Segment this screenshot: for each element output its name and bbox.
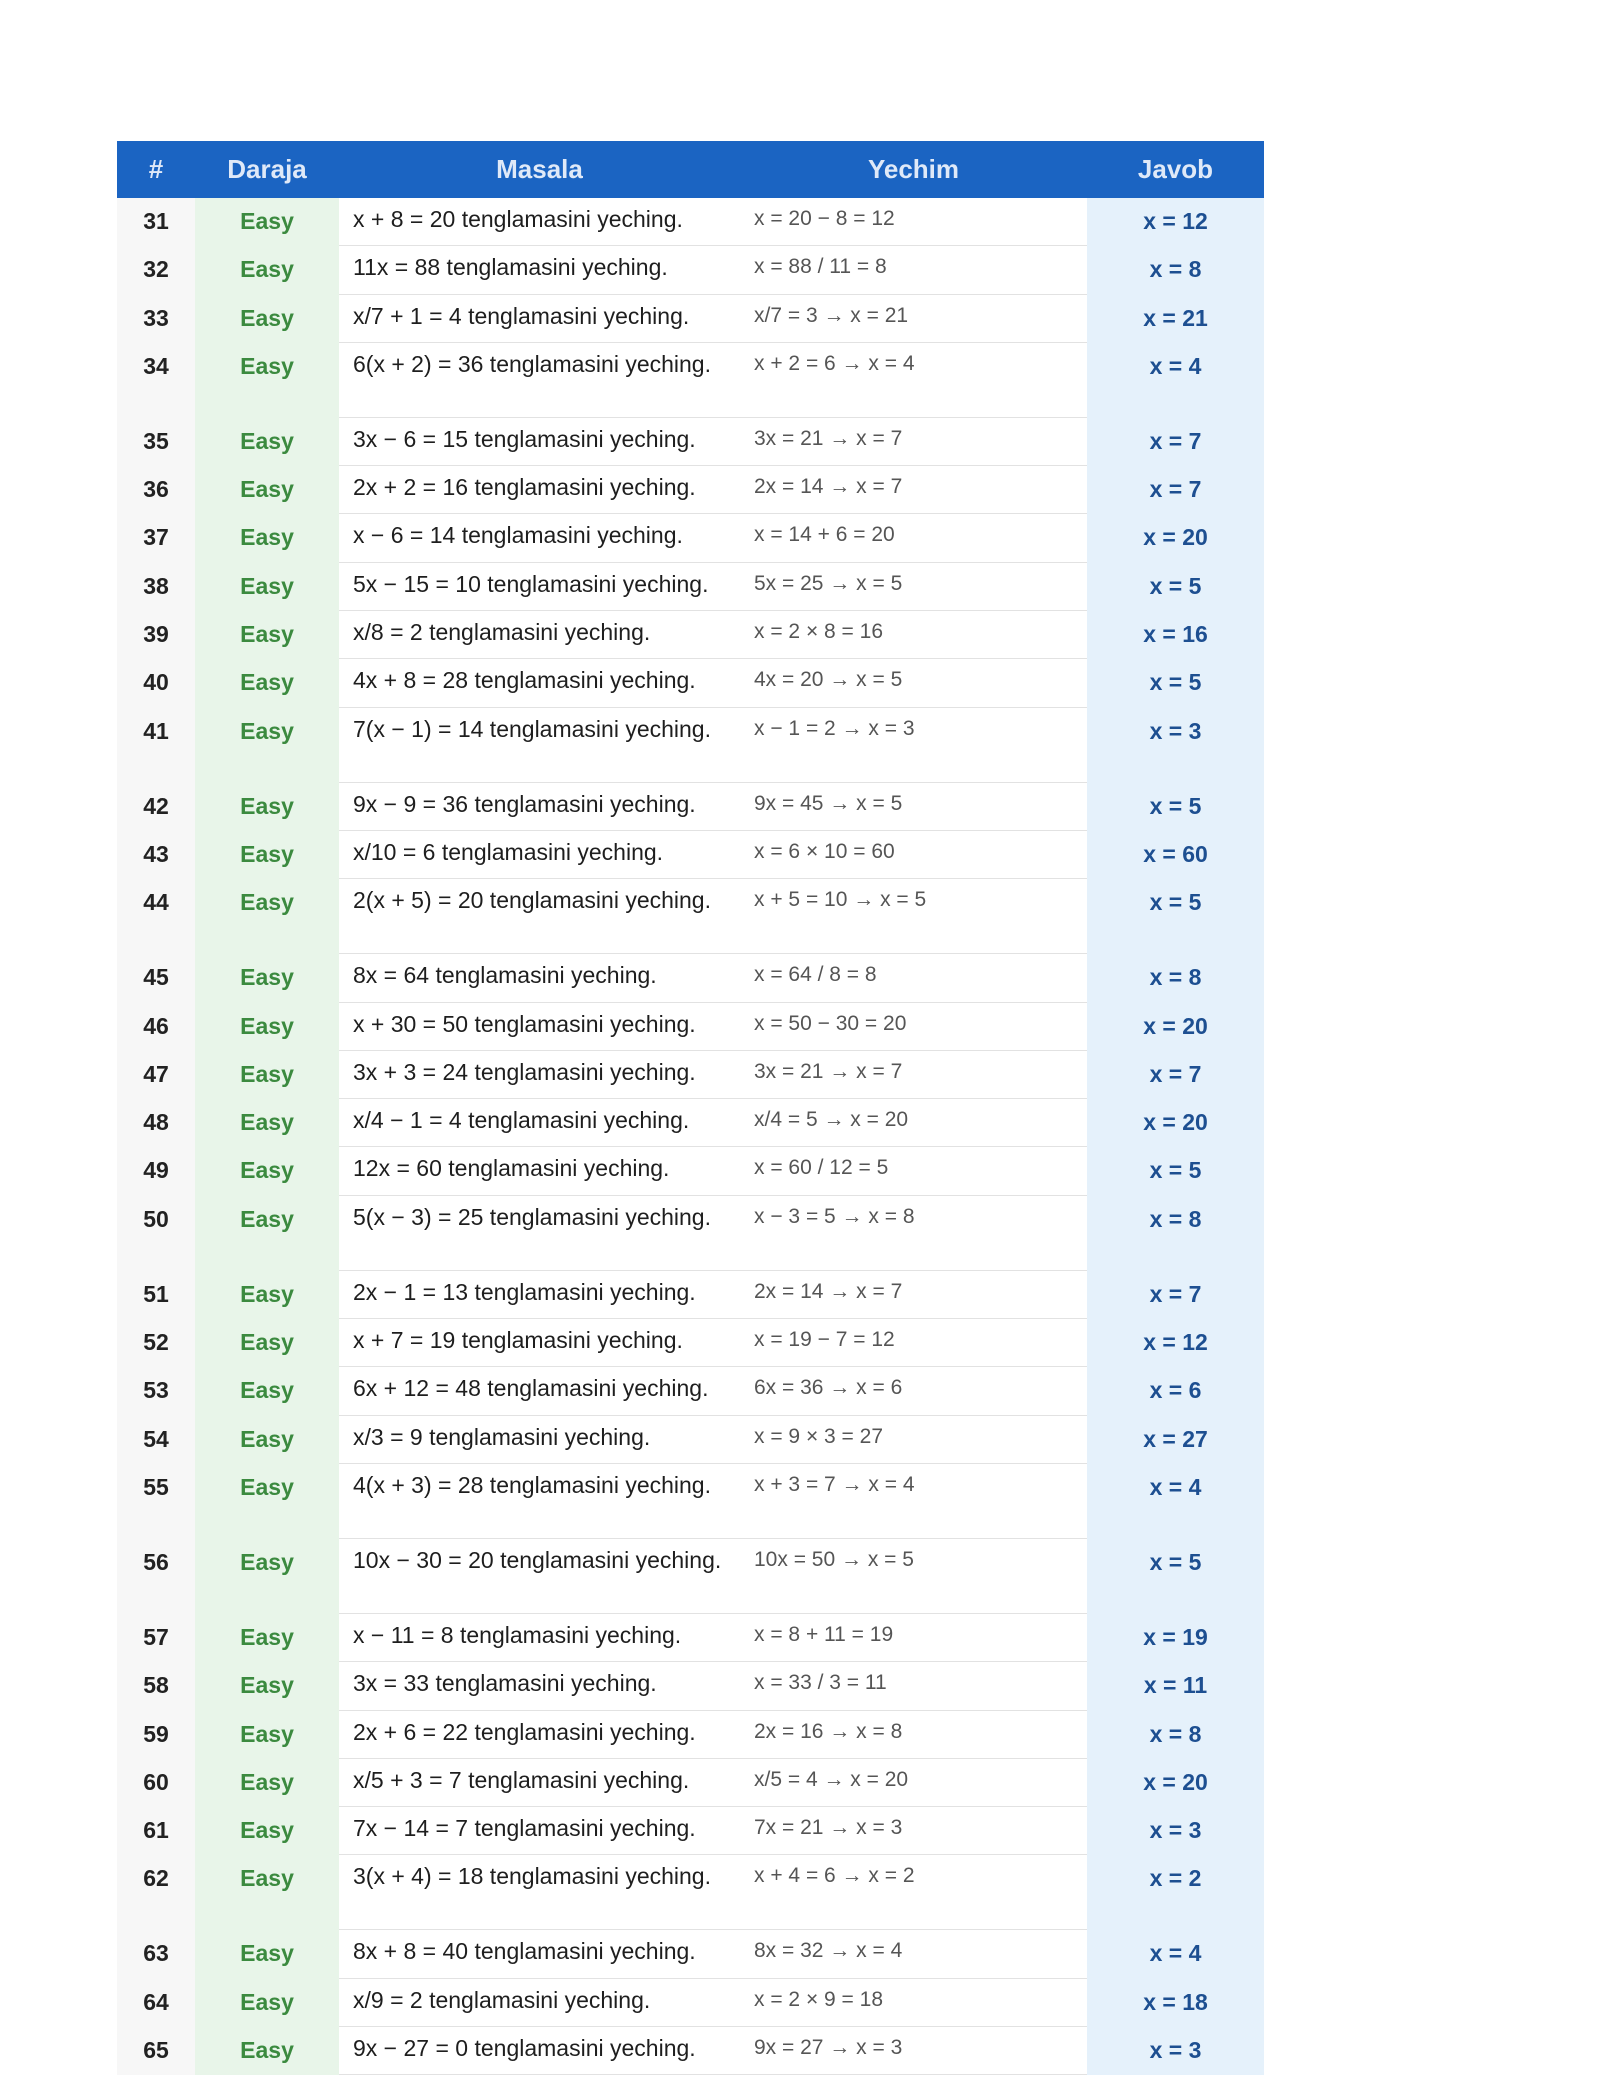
row-number: 54	[117, 1416, 195, 1464]
row-task: 4x + 8 = 28 tenglamasini yeching.	[339, 659, 740, 707]
row-answer: x = 8	[1087, 1196, 1264, 1271]
row-level: Easy	[195, 1930, 339, 1978]
table-body	[117, 198, 1264, 2075]
row-answer: x = 8	[1087, 1711, 1264, 1759]
row-solution: x = 88 / 11 = 8	[740, 246, 1087, 294]
table-row	[117, 1196, 1264, 1271]
row-solution: x = 60 / 12 = 5	[740, 1147, 1087, 1195]
row-level: Easy	[195, 1099, 339, 1147]
row-answer: x = 5	[1087, 783, 1264, 831]
row-level: Easy	[195, 1416, 339, 1464]
row-solution: 2x = 16 → x = 8	[740, 1711, 1087, 1759]
table-row	[117, 198, 1264, 246]
table-row	[117, 246, 1264, 294]
row-solution: x = 19 − 7 = 12	[740, 1319, 1087, 1367]
row-answer: x = 3	[1087, 2027, 1264, 2075]
row-level: Easy	[195, 1464, 339, 1539]
row-number: 56	[117, 1539, 195, 1614]
row-task: 7x − 14 = 7 tenglamasini yeching.	[339, 1807, 740, 1855]
row-answer: x = 5	[1087, 879, 1264, 954]
row-task: 2(x + 5) = 20 tenglamasini yeching.	[339, 879, 740, 954]
table-row	[117, 1003, 1264, 1051]
row-answer: x = 19	[1087, 1614, 1264, 1662]
table-row	[117, 1271, 1264, 1319]
row-number: 58	[117, 1662, 195, 1710]
row-task: 3x = 33 tenglamasini yeching.	[339, 1662, 740, 1710]
row-number: 45	[117, 954, 195, 1002]
row-answer: x = 12	[1087, 198, 1264, 246]
row-solution: 2x = 14 → x = 7	[740, 1271, 1087, 1319]
row-solution: x + 5 = 10 → x = 5	[740, 879, 1087, 954]
row-solution: x/5 = 4 → x = 20	[740, 1759, 1087, 1807]
row-task: x/3 = 9 tenglamasini yeching.	[339, 1416, 740, 1464]
table-row	[117, 1807, 1264, 1855]
row-level: Easy	[195, 1662, 339, 1710]
row-level: Easy	[195, 831, 339, 879]
table-row	[117, 1614, 1264, 1662]
table-row	[117, 708, 1264, 783]
row-level: Easy	[195, 879, 339, 954]
row-task: x/8 = 2 tenglamasini yeching.	[339, 611, 740, 659]
row-level: Easy	[195, 1196, 339, 1271]
row-task: 3x − 6 = 15 tenglamasini yeching.	[339, 418, 740, 466]
row-solution: x = 20 − 8 = 12	[740, 198, 1087, 246]
row-answer: x = 4	[1087, 1930, 1264, 1978]
table-row	[117, 1319, 1264, 1367]
row-level: Easy	[195, 1003, 339, 1051]
table-row	[117, 879, 1264, 954]
row-solution: 9x = 45 → x = 5	[740, 783, 1087, 831]
row-answer: x = 20	[1087, 514, 1264, 562]
header-task: Masala	[496, 154, 583, 184]
row-task: x/4 − 1 = 4 tenglamasini yeching.	[339, 1099, 740, 1147]
row-task: x/9 = 2 tenglamasini yeching.	[339, 1979, 740, 2027]
row-answer: x = 16	[1087, 611, 1264, 659]
row-number: 64	[117, 1979, 195, 2027]
table-row	[117, 563, 1264, 611]
header-solution: Yechim	[867, 154, 960, 184]
row-level: Easy	[195, 708, 339, 783]
row-number: 61	[117, 1807, 195, 1855]
table-row	[117, 1099, 1264, 1147]
row-task: 8x + 8 = 40 tenglamasini yeching.	[339, 1930, 740, 1978]
table-row	[117, 295, 1264, 343]
row-level: Easy	[195, 1367, 339, 1415]
row-task: x + 30 = 50 tenglamasini yeching.	[339, 1003, 740, 1051]
row-solution: 9x = 27 → x = 3	[740, 2027, 1087, 2075]
row-task: 8x = 64 tenglamasini yeching.	[339, 954, 740, 1002]
row-number: 44	[117, 879, 195, 954]
row-answer: x = 20	[1087, 1099, 1264, 1147]
row-level: Easy	[195, 343, 339, 418]
row-solution: x + 4 = 6 → x = 2	[740, 1855, 1087, 1930]
row-number: 50	[117, 1196, 195, 1271]
row-answer: x = 20	[1087, 1759, 1264, 1807]
row-level: Easy	[195, 1855, 339, 1930]
table-row	[117, 954, 1264, 1002]
row-solution: x = 6 × 10 = 60	[740, 831, 1087, 879]
row-answer: x = 12	[1087, 1319, 1264, 1367]
row-level: Easy	[195, 1319, 339, 1367]
row-solution: x/4 = 5 → x = 20	[740, 1099, 1087, 1147]
row-number: 37	[117, 514, 195, 562]
row-number: 63	[117, 1930, 195, 1978]
table-row	[117, 831, 1264, 879]
row-answer: x = 6	[1087, 1367, 1264, 1415]
table-row	[117, 1051, 1264, 1099]
row-answer: x = 27	[1087, 1416, 1264, 1464]
row-solution: x − 1 = 2 → x = 3	[740, 708, 1087, 783]
row-task: 10x − 30 = 20 tenglamasini yeching.	[339, 1539, 740, 1614]
row-number: 65	[117, 2027, 195, 2075]
row-answer: x = 60	[1087, 831, 1264, 879]
row-task: 4(x + 3) = 28 tenglamasini yeching.	[339, 1464, 740, 1539]
row-number: 60	[117, 1759, 195, 1807]
row-task: 3x + 3 = 24 tenglamasini yeching.	[339, 1051, 740, 1099]
table-row	[117, 1147, 1264, 1195]
row-task: 12x = 60 tenglamasini yeching.	[339, 1147, 740, 1195]
row-task: 7(x − 1) = 14 tenglamasini yeching.	[339, 708, 740, 783]
row-answer: x = 7	[1087, 1271, 1264, 1319]
row-number: 51	[117, 1271, 195, 1319]
table-row	[117, 611, 1264, 659]
row-solution: x = 14 + 6 = 20	[740, 514, 1087, 562]
row-task: x/10 = 6 tenglamasini yeching.	[339, 831, 740, 879]
row-task: 2x + 2 = 16 tenglamasini yeching.	[339, 466, 740, 514]
row-number: 39	[117, 611, 195, 659]
row-answer: x = 5	[1087, 1539, 1264, 1614]
table-row	[117, 1367, 1264, 1415]
row-task: x/5 + 3 = 7 tenglamasini yeching.	[339, 1759, 740, 1807]
row-answer: x = 4	[1087, 343, 1264, 418]
row-number: 42	[117, 783, 195, 831]
row-answer: x = 2	[1087, 1855, 1264, 1930]
row-solution: 8x = 32 → x = 4	[740, 1930, 1087, 1978]
row-number: 52	[117, 1319, 195, 1367]
table-row	[117, 466, 1264, 514]
table-row	[117, 1711, 1264, 1759]
row-solution: x = 64 / 8 = 8	[740, 954, 1087, 1002]
row-level: Easy	[195, 418, 339, 466]
row-task: 5x − 15 = 10 tenglamasini yeching.	[339, 563, 740, 611]
row-answer: x = 3	[1087, 708, 1264, 783]
row-level: Easy	[195, 1271, 339, 1319]
row-solution: 2x = 14 → x = 7	[740, 466, 1087, 514]
row-level: Easy	[195, 198, 339, 246]
row-task: 11x = 88 tenglamasini yeching.	[339, 246, 740, 294]
row-solution: x = 2 × 9 = 18	[740, 1979, 1087, 2027]
table-row	[117, 1979, 1264, 2027]
row-number: 53	[117, 1367, 195, 1415]
row-task: 9x − 9 = 36 tenglamasini yeching.	[339, 783, 740, 831]
row-answer: x = 8	[1087, 246, 1264, 294]
row-solution: x + 2 = 6 → x = 4	[740, 343, 1087, 418]
row-solution: x = 9 × 3 = 27	[740, 1416, 1087, 1464]
row-answer: x = 7	[1087, 1051, 1264, 1099]
row-level: Easy	[195, 1979, 339, 2027]
row-level: Easy	[195, 1807, 339, 1855]
row-level: Easy	[195, 246, 339, 294]
row-task: 9x − 27 = 0 tenglamasini yeching.	[339, 2027, 740, 2075]
row-level: Easy	[195, 295, 339, 343]
table-row	[117, 1759, 1264, 1807]
row-answer: x = 5	[1087, 563, 1264, 611]
table-row	[117, 1416, 1264, 1464]
row-task: x + 8 = 20 tenglamasini yeching.	[339, 198, 740, 246]
row-answer: x = 7	[1087, 418, 1264, 466]
table-row	[117, 783, 1264, 831]
row-task: x − 11 = 8 tenglamasini yeching.	[339, 1614, 740, 1662]
row-task: 2x + 6 = 22 tenglamasini yeching.	[339, 1711, 740, 1759]
row-level: Easy	[195, 1051, 339, 1099]
row-level: Easy	[195, 1759, 339, 1807]
table-row	[117, 1930, 1264, 1978]
table-row	[117, 1539, 1264, 1614]
row-task: x + 7 = 19 tenglamasini yeching.	[339, 1319, 740, 1367]
row-task: 6(x + 2) = 36 tenglamasini yeching.	[339, 343, 740, 418]
row-solution: 3x = 21 → x = 7	[740, 1051, 1087, 1099]
row-solution: 4x = 20 → x = 5	[740, 659, 1087, 707]
row-answer: x = 8	[1087, 954, 1264, 1002]
row-number: 49	[117, 1147, 195, 1195]
row-solution: 6x = 36 → x = 6	[740, 1367, 1087, 1415]
row-answer: x = 5	[1087, 659, 1264, 707]
equations-table	[117, 141, 1264, 2075]
row-solution: 3x = 21 → x = 7	[740, 418, 1087, 466]
table-row	[117, 418, 1264, 466]
row-solution: x = 2 × 8 = 16	[740, 611, 1087, 659]
row-answer: x = 11	[1087, 1662, 1264, 1710]
row-level: Easy	[195, 783, 339, 831]
row-number: 36	[117, 466, 195, 514]
row-answer: x = 7	[1087, 466, 1264, 514]
row-answer: x = 21	[1087, 295, 1264, 343]
header-level: Daraja	[227, 154, 307, 184]
row-solution: x/7 = 3 → x = 21	[740, 295, 1087, 343]
row-solution: x = 50 − 30 = 20	[740, 1003, 1087, 1051]
row-number: 38	[117, 563, 195, 611]
row-task: 5(x − 3) = 25 tenglamasini yeching.	[339, 1196, 740, 1271]
row-answer: x = 20	[1087, 1003, 1264, 1051]
row-task: x − 6 = 14 tenglamasini yeching.	[339, 514, 740, 562]
row-number: 31	[117, 198, 195, 246]
row-task: 6x + 12 = 48 tenglamasini yeching.	[339, 1367, 740, 1415]
row-solution: 7x = 21 → x = 3	[740, 1807, 1087, 1855]
table-row	[117, 343, 1264, 418]
row-solution: 10x = 50 → x = 5	[740, 1539, 1087, 1614]
row-level: Easy	[195, 611, 339, 659]
table-header	[117, 141, 1264, 198]
row-number: 47	[117, 1051, 195, 1099]
row-number: 34	[117, 343, 195, 418]
row-level: Easy	[195, 954, 339, 1002]
row-task: 3(x + 4) = 18 tenglamasini yeching.	[339, 1855, 740, 1930]
header-number: #	[148, 154, 164, 184]
row-level: Easy	[195, 2027, 339, 2075]
row-solution: x − 3 = 5 → x = 8	[740, 1196, 1087, 1271]
row-number: 57	[117, 1614, 195, 1662]
table-row	[117, 1855, 1264, 1930]
row-solution: 5x = 25 → x = 5	[740, 563, 1087, 611]
row-number: 46	[117, 1003, 195, 1051]
row-level: Easy	[195, 466, 339, 514]
row-task: x/7 + 1 = 4 tenglamasini yeching.	[339, 295, 740, 343]
row-answer: x = 3	[1087, 1807, 1264, 1855]
row-level: Easy	[195, 1539, 339, 1614]
table-row	[117, 1464, 1264, 1539]
row-level: Easy	[195, 1711, 339, 1759]
table-row	[117, 659, 1264, 707]
row-number: 48	[117, 1099, 195, 1147]
row-number: 32	[117, 246, 195, 294]
row-number: 35	[117, 418, 195, 466]
header-answer: Javob	[1137, 154, 1214, 184]
row-number: 55	[117, 1464, 195, 1539]
row-answer: x = 5	[1087, 1147, 1264, 1195]
row-solution: x = 8 + 11 = 19	[740, 1614, 1087, 1662]
row-level: Easy	[195, 659, 339, 707]
row-level: Easy	[195, 1614, 339, 1662]
row-answer: x = 18	[1087, 1979, 1264, 2027]
table-row	[117, 514, 1264, 562]
row-level: Easy	[195, 563, 339, 611]
row-number: 41	[117, 708, 195, 783]
row-task: 2x − 1 = 13 tenglamasini yeching.	[339, 1271, 740, 1319]
row-number: 40	[117, 659, 195, 707]
row-level: Easy	[195, 514, 339, 562]
row-solution: x + 3 = 7 → x = 4	[740, 1464, 1087, 1539]
row-number: 59	[117, 1711, 195, 1759]
table-row	[117, 1662, 1264, 1710]
table-row	[117, 2027, 1264, 2075]
row-level: Easy	[195, 1147, 339, 1195]
row-number: 62	[117, 1855, 195, 1930]
row-number: 43	[117, 831, 195, 879]
row-number: 33	[117, 295, 195, 343]
row-solution: x = 33 / 3 = 11	[740, 1662, 1087, 1710]
row-answer: x = 4	[1087, 1464, 1264, 1539]
